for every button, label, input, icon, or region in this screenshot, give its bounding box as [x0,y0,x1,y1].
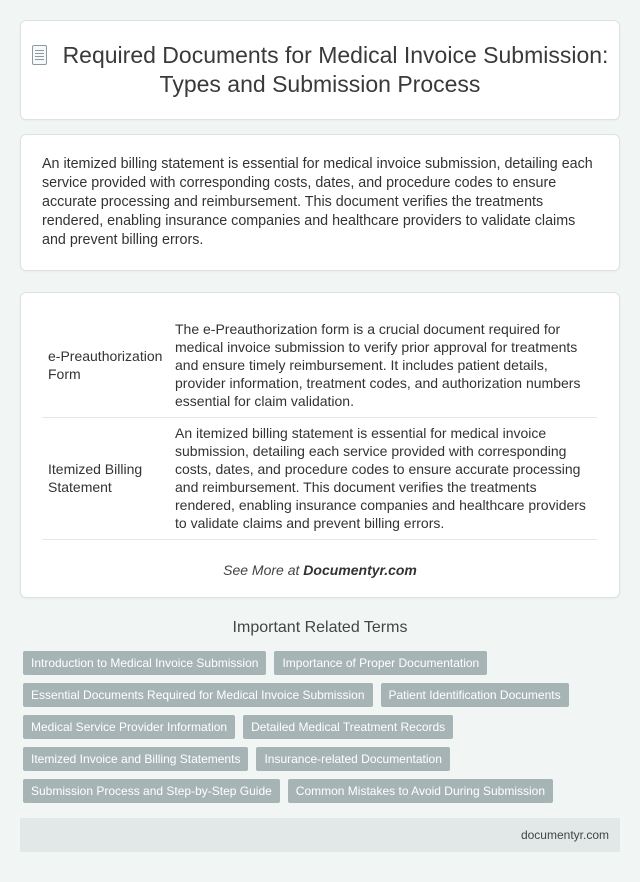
related-term-tag[interactable]: Common Mistakes to Avoid During Submission [288,779,553,803]
see-more [42,562,598,578]
page-title [21,41,619,99]
related-terms-tags [23,651,623,811]
tag-row [23,651,623,675]
table-row [42,417,597,539]
documents-table [42,313,597,540]
tag-row [23,747,623,771]
related-term-tag[interactable]: Insurance-related Documentation [256,747,449,771]
see-more-link[interactable]: Documentyr.com [303,561,417,578]
documents-table-card [20,292,620,598]
related-term-tag[interactable]: Importance of Proper Documentation [274,651,487,675]
title-wrap [21,41,619,99]
tag-row [23,779,623,803]
document-description: An itemized billing statement is essential for medical invoice submission, detailing each service provided with corresponding costs, dates, and procedure codes to ensure accurate processing and reimbursement. This document verifies the treatments rendered, enabling insurance companies and healthcare providers to validate claims and prevent billing errors. [169,417,597,539]
tag-row [23,715,623,739]
related-term-tag[interactable]: Itemized Invoice and Billing Statements [23,747,248,771]
related-term-tag[interactable]: Submission Process and Step-by-Step Guide [23,779,280,803]
document-icon [32,45,47,65]
related-term-tag[interactable]: Essential Documents Required for Medical Invoice Submission [23,683,373,707]
table-row [42,313,597,417]
document-description: The e-Preauthorization form is a crucial document required for medical invoice submission to verify prior approval for treatments and ensure timely reimbursement. It includes patient details, provider information, treatment codes, and authorization numbers essential for claim validation. [169,313,597,417]
page-title-text: Required Documents for Medical Invoice Submission: Types and Submission Process [62,42,609,97]
document-name: e-Preauthorization Form [42,313,169,417]
related-terms-title: Important Related Terms [232,619,408,636]
footer-site[interactable]: documentyr.com [520,828,609,842]
intro-text: An itemized billing statement is essential for medical invoice submission, detailing each service provided with corresponding costs, dates, and procedure codes to ensure accurate processing and reimbursement. This document verifies the treatments rendered, enabling insurance companies and healthcare providers to validate claims and prevent billing errors. [42,156,593,248]
related-term-tag[interactable]: Patient Identification Documents [381,683,569,707]
see-more-prefix: See More at [223,561,304,578]
related-term-tag[interactable]: Introduction to Medical Invoice Submission [23,651,266,675]
intro-card [20,134,620,271]
title-card [20,20,620,120]
tag-row [23,683,623,707]
related-term-tag[interactable]: Medical Service Provider Information [23,715,235,739]
related-term-tag[interactable]: Detailed Medical Treatment Records [243,715,453,739]
footer [20,818,620,852]
document-name: Itemized Billing Statement [42,417,169,539]
